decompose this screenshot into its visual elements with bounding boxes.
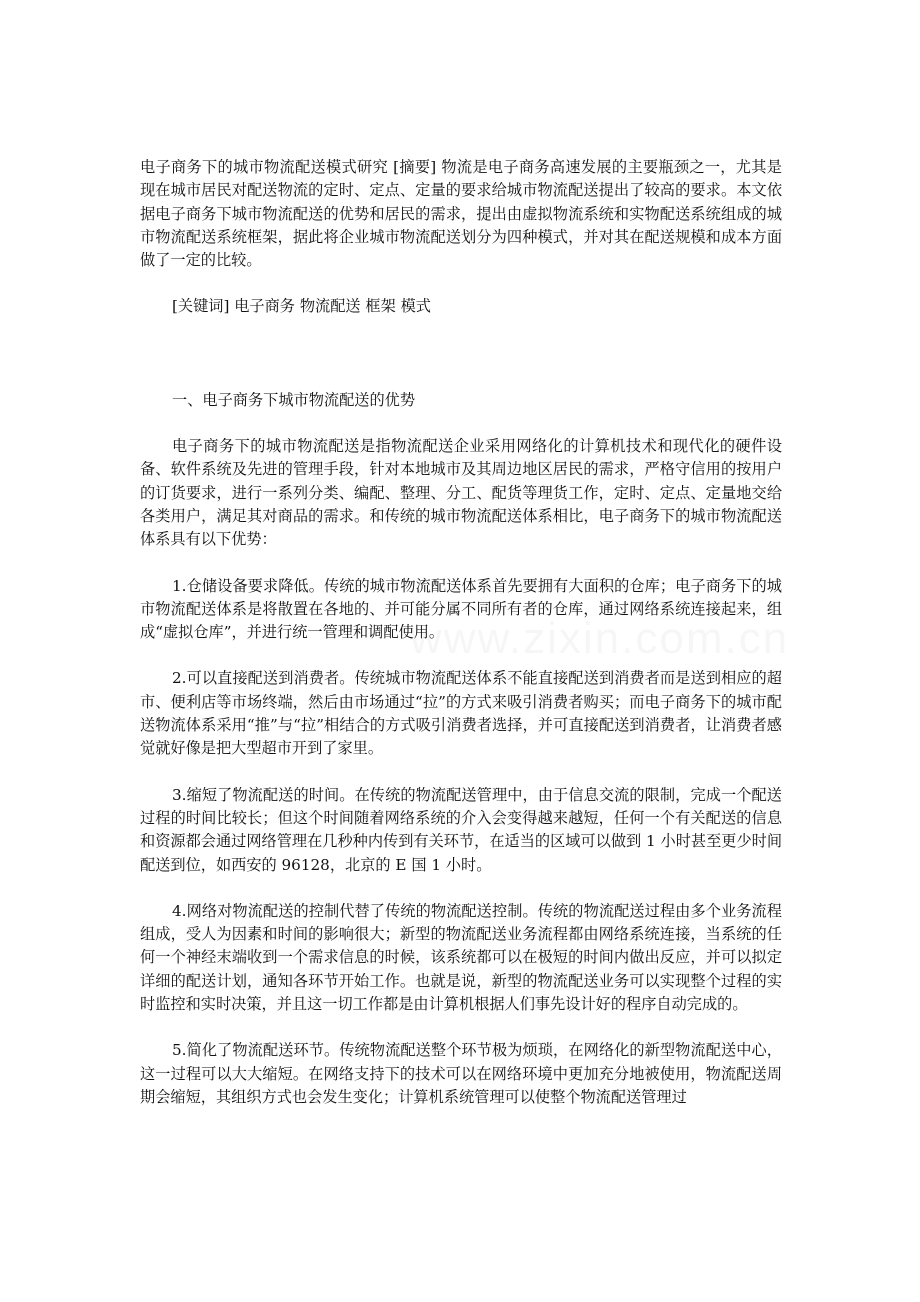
section-heading: 一、电子商务下城市物流配送的优势 [172,390,415,409]
keywords-line: [关键词] 电子商务 物流配送 框架 模式 [172,297,431,316]
point-paragraph-1: 1.仓储设备要求降低。传统的城市物流配送体系首先要拥有大面积的仓库；电子商务下的城市物流配送体系是将散置在各地的、并可能分属不同所有者的仓库，通过网络系统连接起来，组成“虚拟仓库”，并进行统一管理和调配使用。 [140,576,782,642]
document-body [140,156,782,1132]
point-paragraph-5: 5.简化了物流配送环节。传统物流配送整个环节极为烦琐，在网络化的新型物流配送中心，这一过程可以大大缩短。在网络支持下的技术可以在网络环境中更加充分地被使用，物流配送周期会缩短，其组织方式也会发生变化；计算机系统管理可以使整个物流配送管理过 [140,1041,782,1106]
point-paragraph-2: 2.可以直接配送到消费者。传统城市物流配送体系不能直接配送到消费者而是送到相应的超市、便利店等市场终端，然后由市场通过“拉”的方式来吸引消费者购买；而电子商务下的城市配送物流体系采用“推”与“拉”相结合的方式吸引消费者选择，并可直接配送到消费者，让消费者感觉就好像是把大型超市开到了家里。 [140,669,782,758]
point-paragraph-4: 4.网络对物流配送的控制代替了传统的物流配送控制。传统的物流配送过程由多个业务流程组成，受人为因素和时间的影响很大；新型的物流配送业务流程都由网络系统连接，当系统的任何一个神经末端收到一个需求信息的时候，该系统都可以在极短的时间内做出反应，并可以拟定详细的配送计划，通知各环节开始工作。也就是说，新型的物流配送业务可以实现整个过程的实时监控和实时决策，并且这一切工作都是由计算机根据人们事先设计好的程序自动完成的。 [140,901,782,1014]
point-paragraph-3: 3.缩短了物流配送的时间。在传统的物流配送管理中，由于信息交流的限制，完成一个配送过程的时间比较长；但这个时间随着网络系统的介入会变得越来越短，任何一个有关配送的信息和资源都会通过网络管理在几秒种内传到有关环节，在适当的区域可以做到 1 小时甚至更少时间配送到位，如西安的 96128，北京的 E 国 1 小时。 [140,785,783,874]
abstract-paragraph: 电子商务下的城市物流配送模式研究 [摘要] 物流是电子商务高速发展的主要瓶颈之一，尤其是现在城市居民对配送物流的定时、定点、定量的要求给城市物流配送提出了较高的要求。本文依据电子商务下城市物流配送的优势和居民的需求，提出由虚拟物流系统和实物配送系统组成的城市物流配送系统框架，据此将企业城市物流配送划分为四种模式，并对其在配送规模和成本方面做了一定的比较。 [140,158,782,270]
intro-paragraph: 电子商务下的城市物流配送是指物流配送企业采用网络化的计算机技术和现代化的硬件设备、软件系统及先进的管理手段，针对本地城市及其周边地区居民的需求，严格守信用的按用户的订货要求，进行一系列分类、编配、整理、分工、配货等理货工作，定时、定点、定量地交给各类用户，满足其对商品的需求。和传统的城市物流配送体系相比，电子商务下的城市物流配送体系具有以下优势： [140,437,782,549]
